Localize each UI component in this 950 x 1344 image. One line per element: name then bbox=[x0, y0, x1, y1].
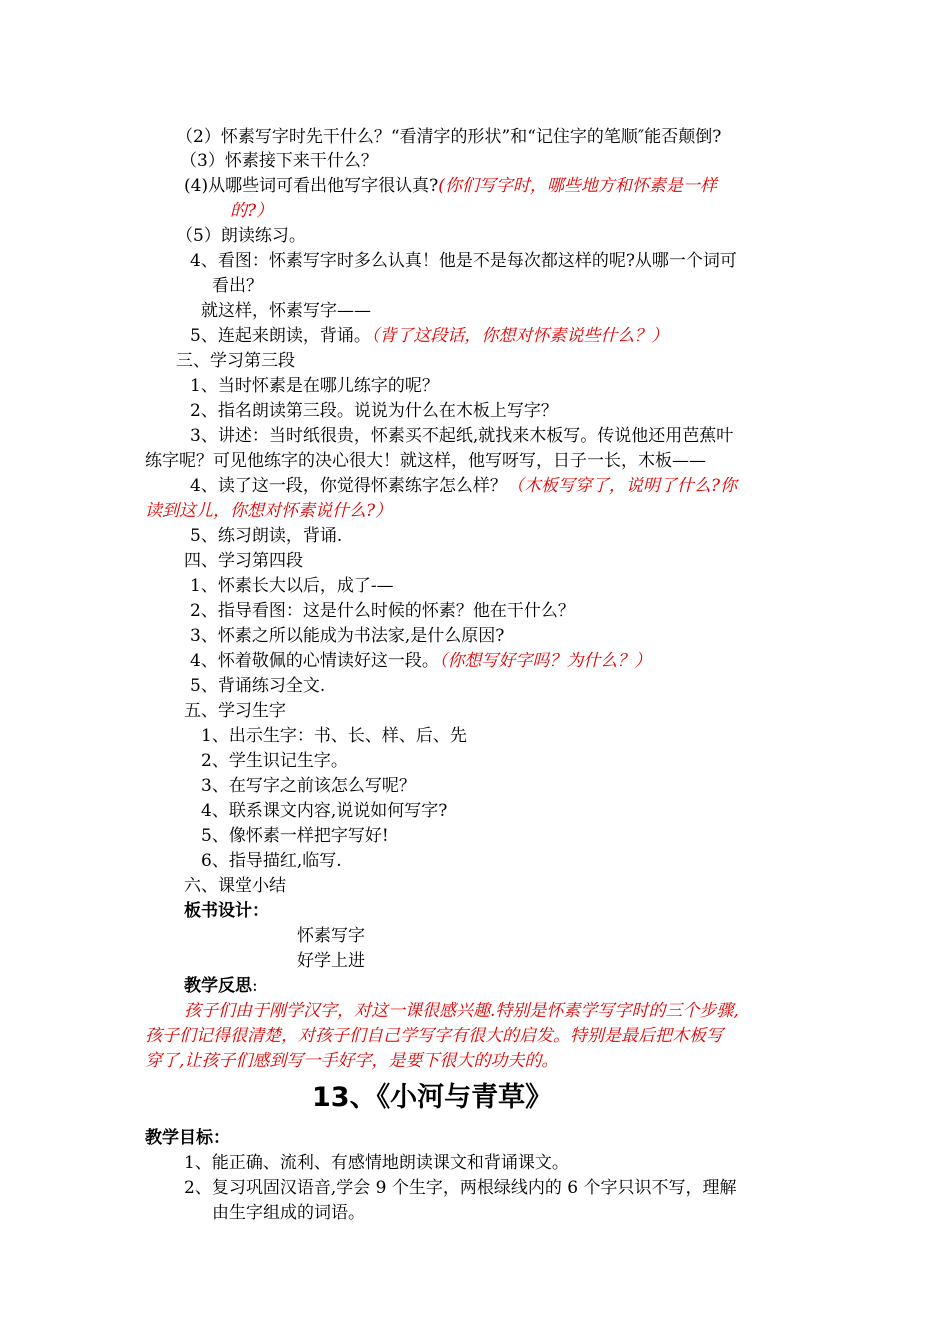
s3-item-4-note-cont: 读到这儿，你想对怀素说什么?） bbox=[145, 501, 393, 521]
s3-item-4-note: （木板写穿了，说明了什么?你 bbox=[506, 476, 737, 496]
step-5-note: （背了这段话，你想对怀素说些什么？） bbox=[370, 326, 669, 346]
objective-2-cont: 由生字组成的词语。 bbox=[212, 1203, 365, 1223]
s4-item-5: 5、背诵练习全文. bbox=[190, 676, 326, 696]
reflection-colon: : bbox=[252, 976, 258, 996]
s5-item-2: 2、学生识记生字。 bbox=[201, 751, 348, 771]
s4-item-4-note: （你想写好字吗？为什么？） bbox=[438, 651, 652, 671]
objectives-label: 教学目标： bbox=[145, 1128, 230, 1148]
step-4-cont: 看出？ bbox=[212, 276, 263, 296]
reflection-line-1: 孩子们由于刚学汉字，对这一课很感兴趣.特别是怀素学写字时的三个步骤, bbox=[184, 1001, 739, 1021]
question-4-note-cont: 的?） bbox=[230, 201, 274, 221]
section-5-heading: 五、学习生字 bbox=[184, 701, 286, 721]
question-4-text: (4)从哪些词可看出他写字很认真? bbox=[184, 176, 439, 196]
s3-item-4 bbox=[190, 474, 737, 498]
s5-item-1: 1、出示生字：书、长、样、后、先 bbox=[201, 726, 467, 746]
section-6-heading: 六、课堂小结 bbox=[184, 876, 286, 896]
board-design-label: 板书设计： bbox=[184, 901, 269, 921]
s4-item-1: 1、怀素长大以后，成了-— bbox=[190, 576, 394, 596]
objective-2: 2、复习巩固汉语音,学会 9 个生字，两根绿线内的 6 个字只识不写，理解 bbox=[184, 1178, 737, 1198]
s3-item-5: 5、练习朗读，背诵. bbox=[190, 526, 343, 546]
s3-item-4-text: 4、读了这一段，你觉得怀素练字怎么样？ bbox=[190, 476, 507, 496]
s5-item-3: 3、在写字之前该怎么写呢？ bbox=[201, 776, 416, 796]
s5-item-5: 5、像怀素一样把字写好! bbox=[201, 826, 389, 846]
reflection-line-3: 穿了,让孩子们感到写一手好字，是要下很大的功夫的。 bbox=[145, 1051, 559, 1071]
question-4 bbox=[184, 174, 717, 198]
step-4-line: 就这样，怀素写字—— bbox=[201, 301, 371, 321]
lesson-title: 13、《小河与青草》 bbox=[312, 1082, 553, 1113]
s4-item-4 bbox=[190, 649, 651, 673]
board-line-1: 怀素写字 bbox=[297, 926, 365, 946]
question-3: （3）怀素接下来干什么？ bbox=[180, 151, 378, 171]
question-5: （5）朗读练习。 bbox=[176, 226, 306, 246]
s3-item-2: 2、指名朗读第三段。说说为什么在木板上写字？ bbox=[190, 401, 558, 421]
s3-item-1: 1、当时怀素是在哪儿练字的呢？ bbox=[190, 376, 439, 396]
section-4-heading: 四、学习第四段 bbox=[184, 551, 303, 571]
s5-item-6: 6、指导描红,临写. bbox=[201, 851, 342, 871]
board-line-2: 好学上进 bbox=[297, 951, 365, 971]
s4-item-4-text: 4、怀着敬佩的心情读好这一段。 bbox=[190, 651, 439, 671]
step-5 bbox=[190, 324, 668, 348]
s3-item-3-cont: 练字呢？可见他练字的决心很大！就这样，他写呀写，日子一长，木板—— bbox=[145, 451, 706, 471]
objective-1: 1、能正确、流利、有感情地朗读课文和背诵课文。 bbox=[184, 1153, 569, 1173]
section-3-heading: 三、学习第三段 bbox=[176, 351, 295, 371]
s4-item-2: 2、指导看图：这是什么时候的怀素？他在干什么？ bbox=[190, 601, 575, 621]
step-4: 4、看图：怀素写字时多么认真！他是不是每次都这样的呢?从哪一个词可 bbox=[190, 251, 737, 271]
reflection-line-2: 孩子们记得很清楚，对孩子们自己学写字有很大的启发。特别是最后把木板写 bbox=[145, 1026, 723, 1046]
s4-item-3: 3、怀素之所以能成为书法家,是什么原因? bbox=[190, 626, 505, 646]
s5-item-4: 4、联系课文内容,说说如何写字? bbox=[201, 801, 448, 821]
reflection-label bbox=[184, 974, 258, 998]
reflection-label-text: 教学反思 bbox=[184, 976, 252, 996]
question-4-note: (你们写字时，哪些地方和怀素是一样 bbox=[438, 176, 717, 196]
s3-item-3: 3、讲述：当时纸很贵，怀素买不起纸,就找来木板写。传说他还用芭蕉叶 bbox=[190, 426, 734, 446]
question-2: （2）怀素写字时先干什么？“看清字的形状”和“记住字的笔顺″能否颠倒? bbox=[176, 127, 722, 147]
step-5-text: 5、连起来朗读，背诵。 bbox=[190, 326, 371, 346]
